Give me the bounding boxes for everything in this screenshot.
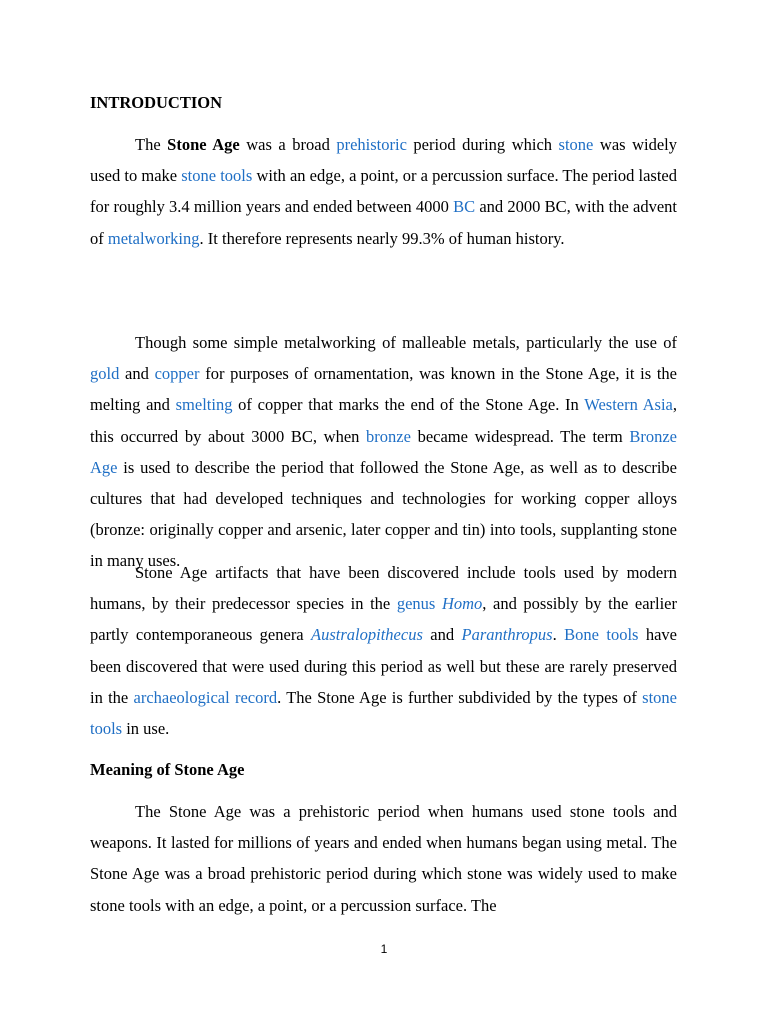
- text-span: Stone Age artifacts that have been discovered include tools used by modern humans, by their predecessor species in the: [90, 563, 677, 614]
- text-span: period during which: [406, 135, 559, 154]
- link-bc[interactable]: BC: [453, 197, 476, 217]
- text-span: , and possibly by the earlier partly contemporaneous genera: [90, 594, 677, 645]
- text-span: .: [552, 625, 565, 645]
- link-stone-tools[interactable]: stone tools: [181, 166, 253, 186]
- link-gold[interactable]: gold: [90, 364, 120, 384]
- text-span: is used to describe the period that followed the Stone Age, as well as to describe cultures that had developed techniques and technologies for working copper alloys (bronze: originally copper and arsenic, later copper and tin) into tools, supplanting stone in many uses.: [90, 457, 677, 571]
- link-australopithecus[interactable]: Australopithecus: [311, 625, 423, 645]
- paragraph-intro-1: [90, 129, 677, 254]
- text-span: and 2000 BC, with the advent of: [90, 197, 677, 248]
- link-paranthropus[interactable]: Paranthropus: [461, 625, 553, 645]
- text-span: and: [422, 625, 462, 645]
- link-smelting[interactable]: smelting: [175, 395, 233, 415]
- link-homo[interactable]: Homo: [441, 594, 483, 614]
- link-genus[interactable]: genus: [396, 594, 436, 614]
- link-prehistoric[interactable]: prehistoric: [336, 135, 407, 154]
- heading-introduction: INTRODUCTION: [90, 93, 223, 112]
- link-copper[interactable]: copper: [154, 364, 200, 384]
- stone-age-bold: Stone Age: [167, 135, 240, 154]
- link-bone-tools[interactable]: Bone tools: [564, 625, 639, 645]
- link-stone[interactable]: stone: [558, 135, 594, 154]
- text-span: have been discovered that were used during this period as well but these are rarely preserved in the: [90, 625, 678, 707]
- text-span: for purposes of ornamentation, was known in the Stone Age, it is the melting and: [90, 364, 677, 415]
- text-span: with an edge, a point, or a percussion surface. The period lasted for roughly 3.4 million years and ended between 4000: [90, 166, 678, 217]
- text-span: , this occurred by about 3000 BC, when: [90, 395, 678, 446]
- link-western-asia[interactable]: Western Asia: [584, 395, 673, 415]
- heading-meaning-of-stone-age: Meaning of Stone Age: [90, 760, 245, 779]
- text-span: . The: [462, 895, 497, 915]
- page-number: 1: [380, 942, 388, 956]
- text-span: The Stone Age was a prehistoric period when humans used stone tools and weapons. It lasted for millions of years and ended when humans began using metal. The Stone Age was a broad prehistoric period during which stone was widely used to make stone tools with an edge, a point, or a percussion surface: [90, 802, 677, 915]
- link-bronze[interactable]: bronze: [366, 426, 411, 446]
- text-span: Though some simple metalworking of malleable metals, particularly the use of: [135, 333, 677, 352]
- link-stone-tools-2[interactable]: stone tools: [90, 687, 677, 739]
- text-span: and: [119, 364, 155, 384]
- paragraph-intro-2: [90, 327, 677, 577]
- text-span: of copper that marks the end of the Stone Age. In: [232, 395, 585, 415]
- link-metalworking[interactable]: metalworking: [107, 228, 200, 248]
- text-span: became widespread. The term: [410, 426, 630, 446]
- text-span: in use.: [122, 719, 170, 739]
- link-archaeological-record[interactable]: archaeological record: [133, 687, 278, 707]
- text-span: The: [135, 135, 168, 154]
- text-span: was widely used to make: [90, 135, 677, 186]
- text-span: was a broad: [239, 135, 337, 154]
- paragraph-intro-3: [90, 557, 677, 744]
- text-span: . The Stone Age is further subdivided by the types of: [277, 687, 643, 707]
- text-span: . It therefore represents nearly 99.3% of human history.: [199, 228, 565, 248]
- paragraph-meaning-1: [90, 796, 677, 921]
- link-bronze-age[interactable]: Bronze Age: [90, 426, 677, 477]
- text-span: [435, 594, 442, 613]
